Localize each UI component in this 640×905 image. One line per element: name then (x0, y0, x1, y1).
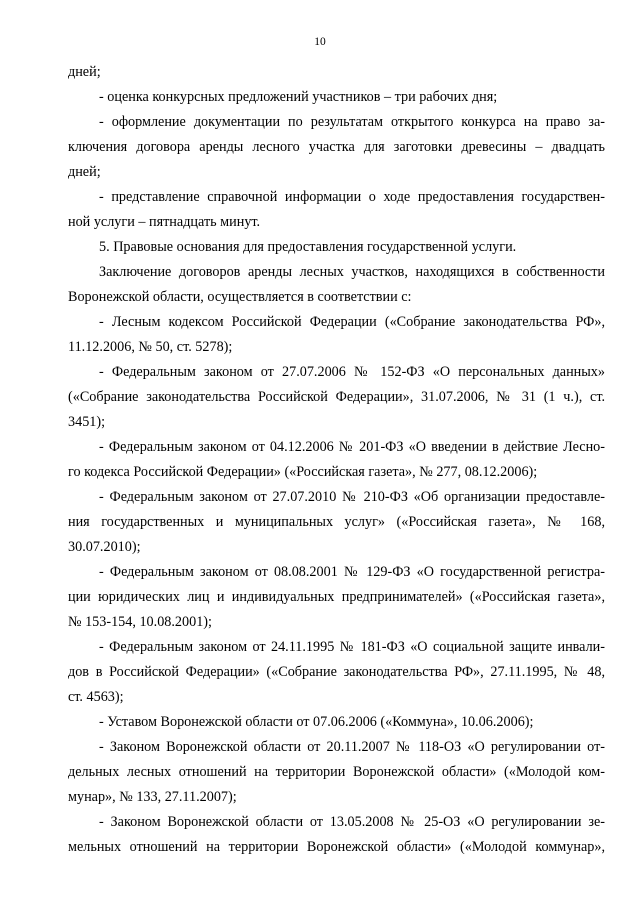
list-item-line: - Федеральным законом от 27.07.2010 № 210-ФЗ «Об организации предоставле- (99, 489, 605, 505)
text-line: ной услуги – пятнадцать минут. (68, 214, 261, 230)
list-item-line: - Лесным кодексом Российской Федерации («Собрание законодательства РФ», (99, 314, 605, 330)
list-item-line: - оформление документации по результатам открытого конкурса на право за- (99, 114, 605, 130)
list-item-line: - оценка конкурсных предложений участников – три рабочих дня; (99, 89, 498, 105)
section-heading: 5. Правовые основания для предоставления государственной услуги. (99, 239, 517, 255)
list-item-line: - Законом Воронежской области от 20.11.2007 № 118-ОЗ «О регулировании от- (99, 739, 605, 755)
list-item-line: - Федеральным законом от 04.12.2006 № 201-ФЗ «О введении в действие Лесно- (99, 439, 605, 455)
list-item-line: - Федеральным законом от 08.08.2001 № 129-ФЗ «О государственной регистра- (99, 564, 605, 580)
paragraph-line: Заключение договоров аренды лесных участков, находящихся в собственности (99, 264, 605, 280)
text-line: ст. 4563); (68, 689, 124, 705)
text-line: 30.07.2010); (68, 539, 141, 555)
list-item-line: - Уставом Воронежской области от 07.06.2006 («Коммуна», 10.06.2006); (99, 714, 534, 730)
text-line: («Собрание законодательства Российской Федерации», 31.07.2006, № 31 (1 ч.), ст. (68, 389, 605, 405)
text-line: дов в Российской Федерации» («Собрание законодательства РФ», 27.11.1995, № 48, (68, 664, 605, 680)
text-line: 3451); (68, 414, 106, 430)
text-line: ния государственных и муниципальных услуг» («Российская газета», № 168, (68, 514, 605, 530)
text-line: № 153-154, 10.08.2001); (68, 614, 212, 630)
text-line: 11.12.2006, № 50, ст. 5278); (68, 339, 233, 355)
document-body (68, 60, 605, 860)
text-line: ключения договора аренды лесного участка для заготовки древесины – двадцать (68, 139, 605, 155)
text-line: дельных лесных отношений на территории Воронежской области» («Молодой ком- (68, 764, 605, 780)
text-line: мельных отношений на территории Воронежской области» («Молодой коммунар», (68, 839, 605, 855)
list-item-line: - представление справочной информации о ходе предоставления государствен- (99, 189, 605, 205)
list-item-line: - Законом Воронежской области от 13.05.2008 № 25-ОЗ «О регулировании зе- (99, 814, 605, 830)
list-item-line: - Федеральным законом от 24.11.1995 № 181-ФЗ «О социальной защите инвали- (99, 639, 605, 655)
list-item-line: - Федеральным законом от 27.07.2006 № 152-ФЗ «О персональных данных» (99, 364, 605, 380)
text-line: мунар», № 133, 27.11.2007); (68, 789, 237, 805)
text-line: Воронежской области, осуществляется в соответствии с: (68, 289, 412, 305)
page-number: 10 (314, 36, 326, 48)
text-line: дней; (68, 64, 101, 80)
text-line: ции юридических лиц и индивидуальных предпринимателей» («Российская газета», (68, 589, 605, 605)
text-line: го кодекса Российской Федерации» («Российская газета», № 277, 08.12.2006); (68, 464, 538, 480)
text-line: дней; (68, 164, 101, 180)
